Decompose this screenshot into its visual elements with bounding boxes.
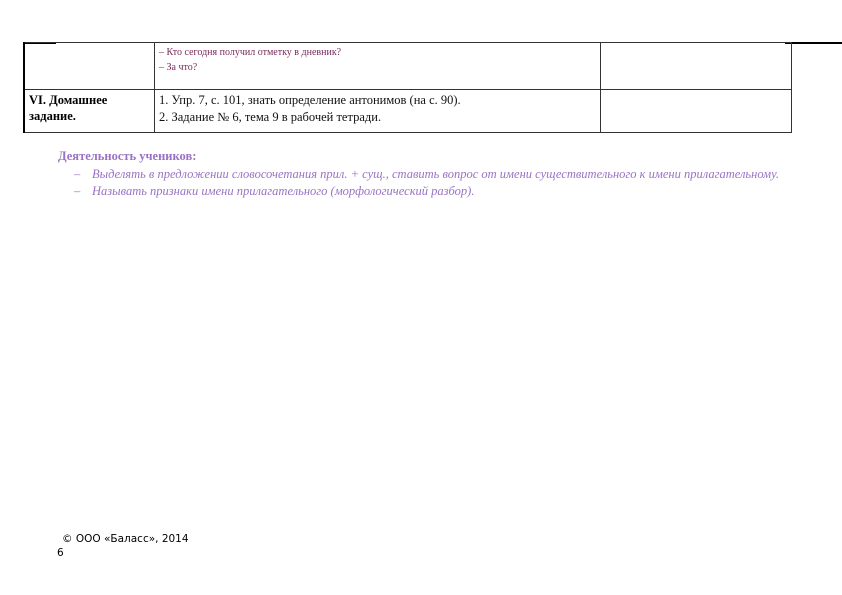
top-rule-right: [785, 42, 842, 44]
content-cell: [155, 90, 601, 133]
stage-cell: [24, 90, 155, 133]
content-cell: [155, 43, 601, 90]
activity-list: [58, 166, 786, 200]
activity-item-text: Выделять в предложении словосочетания прил. + сущ., ставить вопрос от имени существительного к имени прилагательному.: [92, 167, 779, 181]
activity-title: Деятельность учеников:: [58, 149, 197, 163]
lesson-table: [23, 42, 792, 133]
notes-cell: [601, 43, 792, 90]
table-row: [24, 90, 792, 133]
table-row: [24, 43, 792, 90]
dash-bullet: –: [74, 184, 81, 198]
dialog-line: – За что?: [159, 62, 198, 73]
activity-item-text: Называть признаки имени прилагательного (морфологический разбор).: [92, 184, 475, 198]
copyright-text: © ООО «Баласс», 2014: [62, 533, 189, 545]
list-item: [58, 183, 786, 200]
list-item: [58, 166, 786, 183]
notes-cell: [601, 90, 792, 133]
homework-line: 2. Задание № 6, тема 9 в рабочей тетради.: [159, 110, 382, 124]
page-number: 6: [57, 547, 64, 559]
stage-cell: [24, 43, 155, 90]
stage-label: VI. Домашнее задание.: [29, 93, 108, 123]
homework-line: 1. Упр. 7, с. 101, знать определение антонимов (на с. 90).: [159, 93, 461, 107]
dash-bullet: –: [74, 167, 81, 181]
student-activity: [58, 148, 786, 200]
dialog-line: – Кто сегодня получил отметку в дневник?: [159, 47, 342, 58]
